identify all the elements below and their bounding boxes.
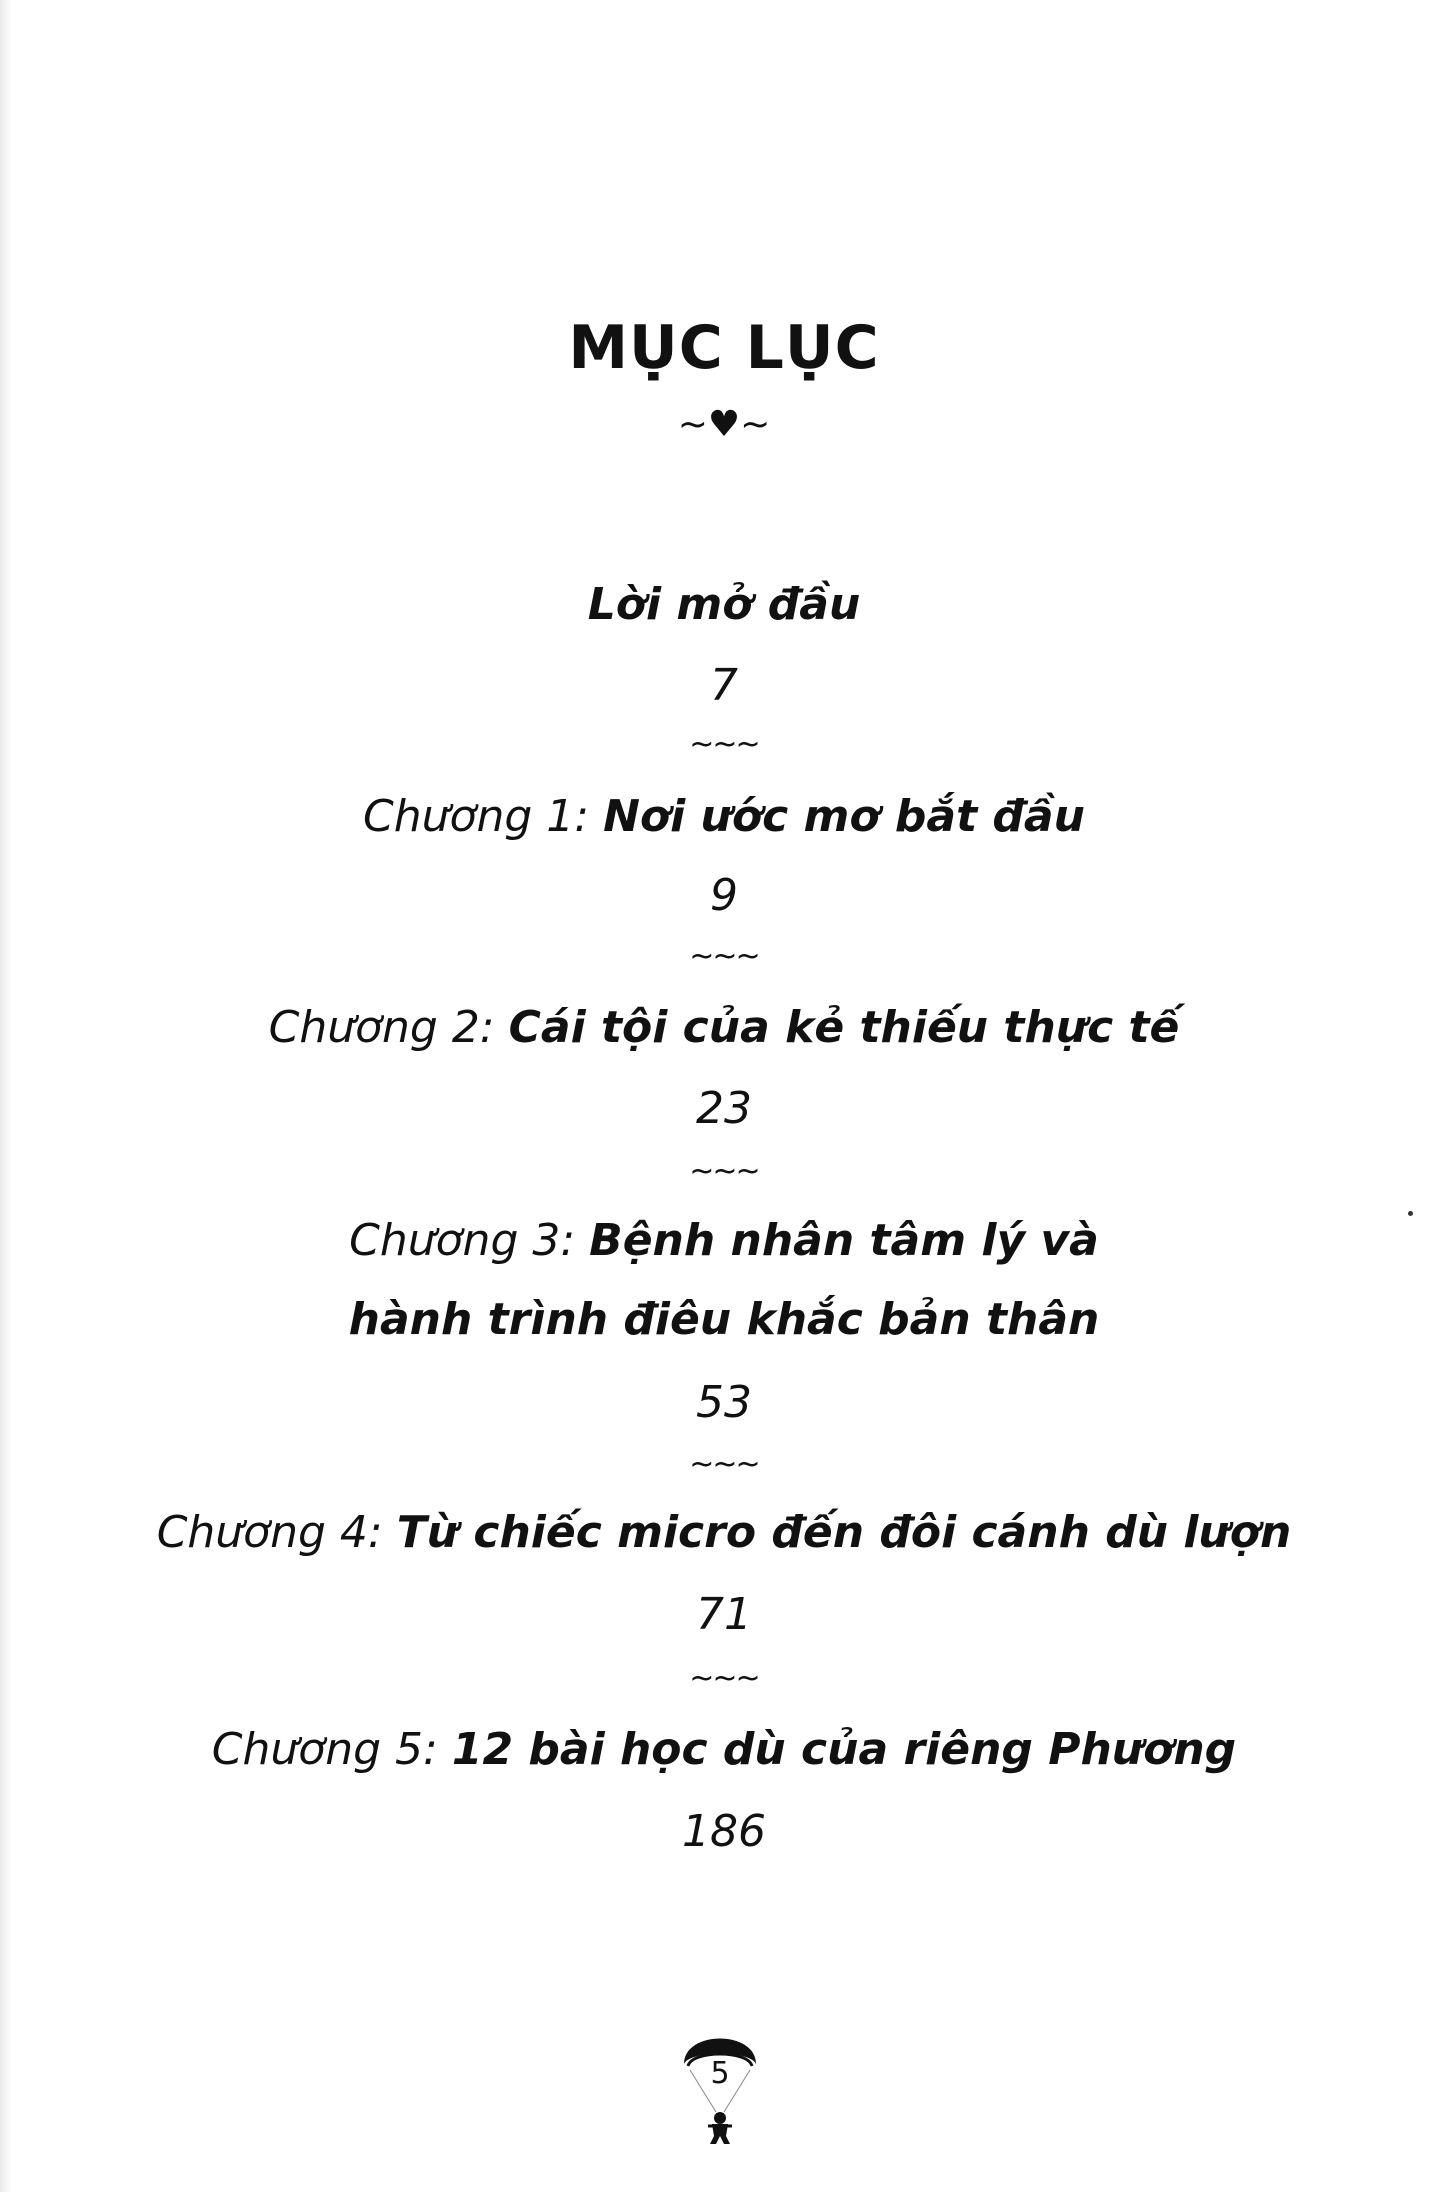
toc-entry-title-line2 (0, 1290, 1448, 1350)
separator: ~~~ (689, 939, 759, 974)
toc-entry-page: 53 (696, 1377, 752, 1428)
entry-title: Cái tội của kẻ thiếu thực tế (508, 1002, 1180, 1053)
entry-title: hành trình điêu khắc bản thân (348, 1294, 1100, 1345)
toc-entry-page: 23 (696, 1083, 752, 1134)
toc-entry-title (0, 1720, 1448, 1780)
page-number-emblem (680, 2020, 760, 2150)
toc-entry-page: 186 (682, 1806, 766, 1857)
separator: ~~~ (689, 1447, 759, 1482)
entry-title: Từ chiếc micro đến đôi cánh dù lượn (396, 1507, 1292, 1558)
toc-entry-page: 7 (710, 660, 738, 711)
chapter-label: Chương 1: (363, 791, 604, 842)
entry-title: 12 bài học dù của riêng Phương (451, 1724, 1237, 1775)
speck (1408, 1211, 1413, 1216)
page-title: MỤC LỤC (568, 313, 880, 383)
toc-entry-title (0, 575, 1448, 635)
toc-entry-page: 71 (696, 1589, 752, 1640)
toc-entry-title (0, 1211, 1448, 1271)
entry-title: Bệnh nhân tâm lý và (589, 1215, 1099, 1266)
heart-ornament: ~♥~ (677, 404, 771, 445)
separator: ~~~ (689, 1154, 759, 1189)
entry-title: Nơi ước mơ bắt đầu (603, 791, 1085, 842)
chapter-label: Chương 3: (349, 1215, 590, 1266)
toc-entry-page: 9 (710, 870, 738, 921)
separator: ~~~ (689, 727, 759, 762)
page-number: 5 (710, 2056, 730, 2091)
separator: ~~~ (689, 1661, 759, 1696)
chapter-label: Chương 5: (211, 1724, 452, 1775)
toc-entry-title (0, 998, 1448, 1058)
toc-entry-title (0, 1503, 1448, 1563)
chapter-label: Chương 2: (268, 1002, 509, 1053)
entry-title: Lời mở đầu (587, 579, 861, 630)
chapter-label: Chương 4: (156, 1507, 397, 1558)
toc-entry-title (0, 787, 1448, 847)
